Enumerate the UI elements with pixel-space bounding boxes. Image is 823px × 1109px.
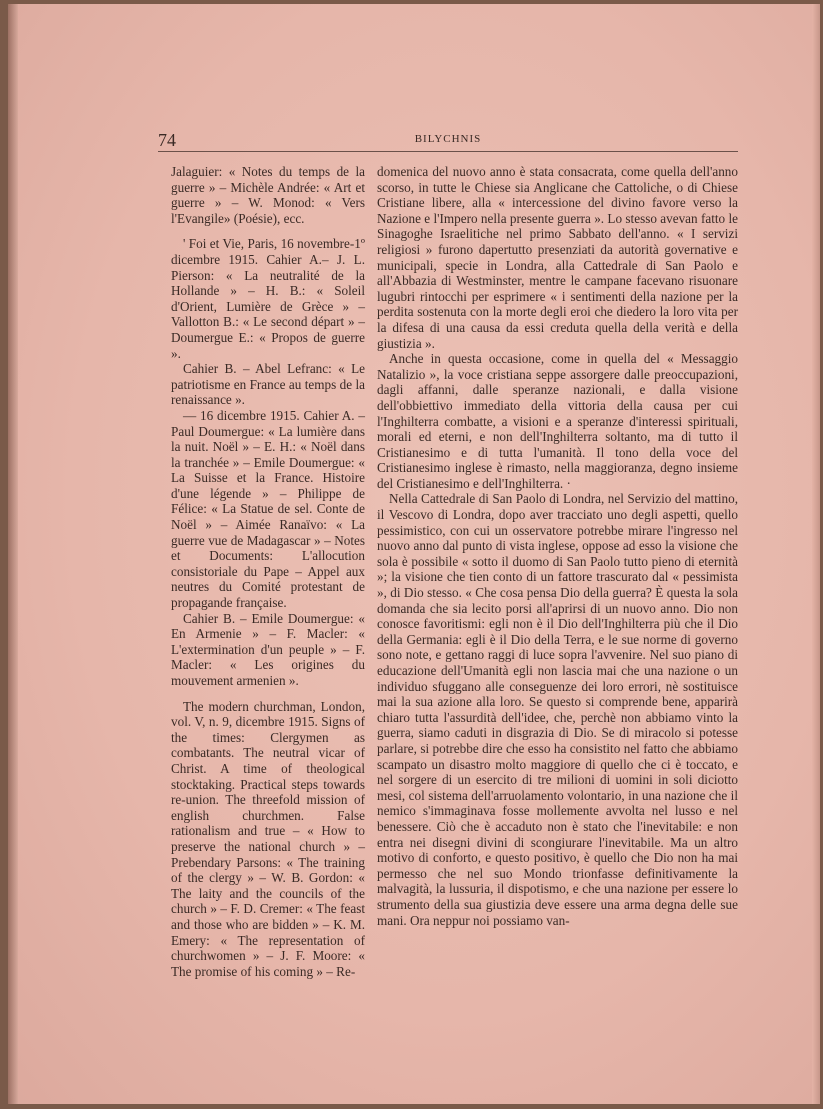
page-left-edge (8, 4, 18, 1104)
right-column (377, 164, 738, 928)
left-paragraph: ' Foi et Vie, Paris, 16 novembre-1º dicembre 1915. Cahier A.– J. L. Pierson: « La neutralité de la Hollande » – H. B.: « Soleil d'Orient, Lumière de Grèce » – Vallotton B.: « Le second départ » – Doumergue E.: « Propos de guerre ». (171, 236, 365, 361)
left-paragraph: Cahier B. – Emile Doumergue: « En Armenie » – F. Macler: « L'extermination d'un peuple » – F. Macler: « Les origines du mouvement armenien ». (171, 610, 365, 688)
left-paragraph: Jalaguier: « Notes du temps de la guerre » – Michèle Andrée: « Art et guerre » – W. Monod: « Vers l'Evangile» (Poésie), ecc. (171, 164, 365, 226)
page-number: 74 (158, 130, 176, 150)
book-page (8, 4, 820, 1104)
left-paragraph: The modern churchman, London, vol. V, n. 9, dicembre 1915. Signs of the times: Clergymen as combatants. The neutral vicar of Christ. A time of theological stocktaking. Practical steps towards re-union. The threefold mission of english churchmen. False rationalism and true – « How to preserve the national church » – Prebendary Parsons: « The training of the clergy » – W. B. Gordon: « The laity and the councils of the church » – F. D. Cremer: « The feast and those who are bidden » – K. M. Emery: « The representation of churchwomen » – J. F. Moore: « The promise of his coming » – Re- (171, 698, 365, 979)
right-paragraph: Nella Cattedrale di San Paolo di Londra, nel Servizio del mattino, il Vescovo di Londra, dopo aver tracciato uno degli aspetti, quello pessimistico, con cui un osservatore potrebbe mirare l'ingresso nel nuovo anno dal punto di vista inglese, oppose ad esso la visione che sola è possibile « sotto il duomo di San Paolo tutto pieno di eternità »; la visione che tien conto di un fattore trascurato dal « pessimista », di Dio stesso. « Che cosa pensa Dio della guerra? È questa la sola domanda che sia lecito porsi all'aprirsi di un nuovo anno. Dio non conosce favoritismi: egli non è il Dio dell'Inghilterra più che il Dio della Germania: egli è il Dio della Terra, e le sue norme di governo sono note, e gettano raggi di luce sopra l'avvenire. Nel suo piano di educazione dell'Umanità egli non lascia mai che una nazione o un individuo sfuggano alle conseguenze dei loro errori, nè sostituisce mai la sua azione alla loro. Se questo si comprende bene, apparirà chiaro tutta l'assurdità dell'idee, che, perchè non abbiamo vinto la guerra, siamo caduti in disgrazia di Dio. Se di miracolo si potesse parlare, si potrebbe dire che esso ha consistito nel fatto che abbiamo scampato un disastro molto maggiore di quello che ci è toccato, e nel sorgere di un esercito di tre milioni di uomini in soli diciotto mesi, col sistema dell'arruolamento volontario, in una nazione che il nemico s'immaginava fosse mollemente avvolta nel lusso e nel benessere. Ciò che è accaduto non è stato che l'inevitabile: e non entra nei disegni divini di scongiurare l'inevitabile. Ma un altro motivo di conforto, e questo positivo, è quello che Dio non ha mai permesso che nel suo Mondo trionfasse definitivamente la malvagità, la lussuria, il dispotismo, e che una nazione per essere lo strumento della sua giustizia deve essere una arma degna delle sue mani. Ora neppur noi possiamo van- (377, 491, 738, 928)
page-header (158, 130, 738, 152)
left-paragraph: Cahier B. – Abel Lefranc: « Le patriotisme en France au temps de la renaissance ». (171, 361, 365, 408)
right-paragraph: domenica del nuovo anno è stata consacrata, come quella dell'anno scorso, in tutte le Chiese sia Anglicane che Cattoliche, o di Chiese Cristiane libere, alla « intercessione del divino favore verso la Nazione e l'Impero nella presente guerra ». Lo stesso avevan fatto le Sinagoghe Israelitiche nel primo Sabbato dell'anno. « I servizi religiosi » furono dapertutto presenziati da autorità governative e municipali, specie in Londra, alla Cattedrale di San Paolo e all'Abbazia di Westminster, mentre le campane facevano risuonare lugubri rintocchi per esprimere « i sentimenti della nazione per la perdita sostenuta con la morte degli eroi che diedero la loro vita per la difesa di una causa da essi creduta quella della verità e della giustizia ». (377, 164, 738, 351)
running-title: BILYCHNIS (414, 133, 482, 145)
header-rule (158, 151, 738, 152)
right-paragraph: Anche in questa occasione, come in quella del « Messaggio Natalizio », la voce cristiana seppe assorgere dalle preoccupazioni, dagli affanni, dalle speranze nazionali, e dalla visione dell'obbiettivo immediato della vittoria della causa per cui l'Inghilterra combatte, a visioni e a speranze d'interessi spirituali, morali ed eterni, e non dell'Inghilterra soltanto, ma di tutto il Cristianesimo e di tutta l'umanità. Il tono della voce del Cristianesimo inglese è rimasto, nella maggioranza, degno insieme del Cristianesimo e dell'Inghilterra. · (377, 351, 738, 491)
left-paragraph: — 16 dicembre 1915. Cahier A. – Paul Doumergue: « La lumière dans la nuit. Noël » – E. H.: « Noël dans la tranchée » – Emile Doumergue: « La Suisse et la France. Histoire d'une légende » – Philippe de Félice: « La Statue de sel. Conte de Noël » – Aimée Ranaïvo: « La guerre vue de Madagascar » – Notes et Documents: L'allocution consistoriale du Pape – Appel aux neutres du Comité protestant de propagande française. (171, 407, 365, 611)
left-column (171, 164, 365, 979)
page-right-edge (812, 4, 820, 1104)
